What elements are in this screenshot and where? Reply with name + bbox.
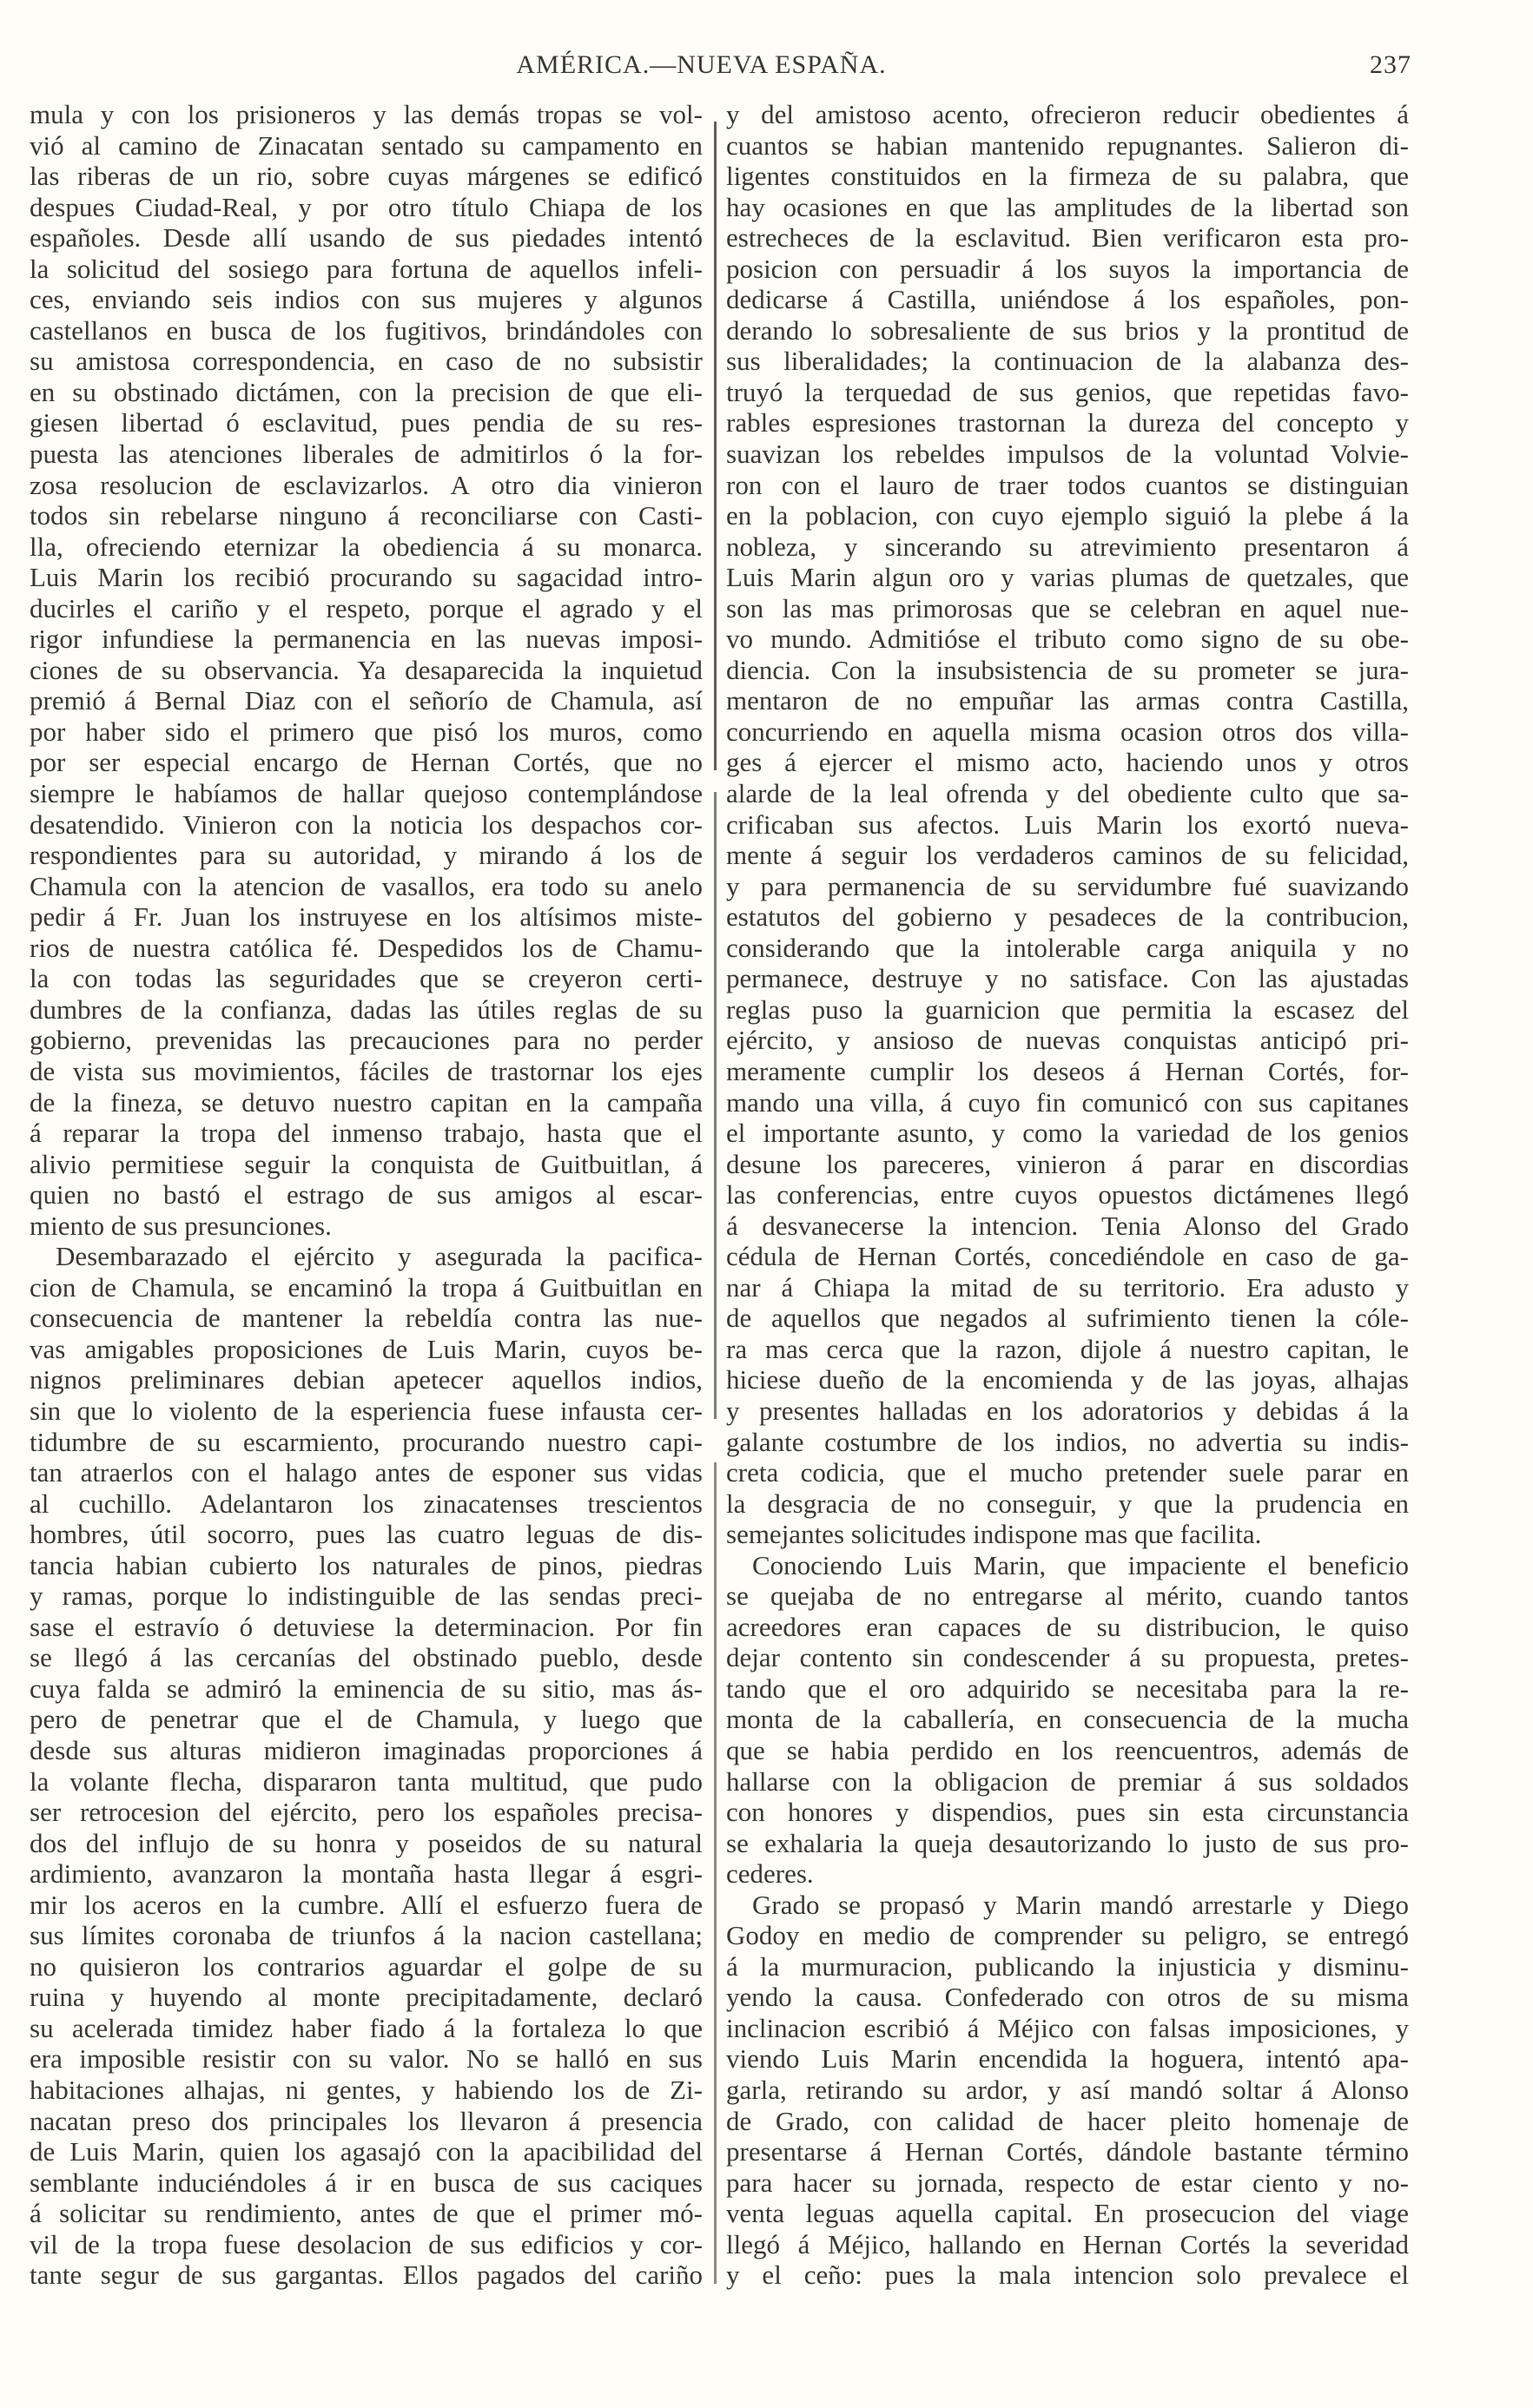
text-line: cederes.: [726, 1858, 814, 1890]
text-line: de aquellos que negados al sufrimiento tienen la cóle-: [726, 1303, 1409, 1334]
text-line: á solicitar su rendimiento, antes de que el primer mó-: [30, 2198, 703, 2229]
text-line: venta leguas aquella capital. En prosecucion del viage: [726, 2198, 1409, 2229]
text-line: ciones de su observancia. Ya desaparecida la inquietud: [30, 654, 703, 685]
text-line: nignos preliminares debian apetecer aquellos indios,: [30, 1364, 703, 1395]
text-line: en su obstinado dictámen, con la precision de que eli-: [30, 376, 703, 407]
text-line: alarde de la leal ofrenda y del obediente culto que sa-: [726, 778, 1409, 809]
text-line: son las mas primorosas que se celebran en aquel nue-: [726, 592, 1409, 623]
text-line: dedicarse á Castilla, uniéndose á los españoles, pon-: [726, 284, 1409, 315]
text-line: tando que el oro adquirido se necesitaba para la re-: [726, 1672, 1409, 1704]
text-line: por ser especial encargo de Hernan Cortés, que no: [30, 747, 703, 778]
text-line: la con todas las seguridades que se creyeron certi-: [30, 963, 703, 994]
text-line: vas amigables proposiciones de Luis Marin, cuyos be-: [30, 1333, 703, 1364]
text-line: sus límites coronaba de triunfos á la nacion castellana;: [30, 1920, 703, 1951]
text-line: premió á Bernal Diaz con el señorío de Chamula, así: [30, 685, 703, 716]
text-line: semejantes solicitudes indispone mas que facilita.: [726, 1519, 1262, 1550]
text-line: cion de Chamula, se encaminó la tropa á Guitbuitlan en: [30, 1271, 703, 1303]
text-line: su acelerada timidez haber fiado á la fortaleza lo que: [30, 2012, 703, 2043]
text-line: de la fineza, se detuvo nuestro capitan en la campaña: [30, 1086, 703, 1118]
text-line: zosa resolucion de esclavizarlos. A otro dia vinieron: [30, 469, 703, 500]
running-title: AMÉRICA.—NUEVA ESPAÑA.: [516, 50, 887, 79]
right-column: [726, 99, 1409, 2291]
text-line: la desgracia de no conseguir, y que la prudencia en: [726, 1488, 1409, 1519]
text-line: tancia habian cubierto los naturales de pinos, piedras: [30, 1549, 703, 1580]
text-line: concurriendo en aquella misma ocasion otros dos villa-: [726, 716, 1409, 747]
text-line: de Grado, con calidad de hacer pleito homenaje de: [726, 2105, 1409, 2136]
text-line: mentaron de no empuñar las armas contra Castilla,: [726, 685, 1409, 716]
text-line: sus liberalidades; la continuacion de la alabanza des-: [726, 346, 1409, 377]
text-line: semblante induciéndoles á ir en busca de sus caciques: [30, 2167, 703, 2198]
text-line: rables espresiones trastornan la dureza del concepto y: [726, 407, 1409, 439]
text-line: á desvanecerse la intencion. Tenia Alonso del Grado: [726, 1210, 1409, 1241]
text-line: vo mundo. Admitióse el tributo como signo de su obe-: [726, 623, 1409, 655]
text-line: hay ocasiones en que las amplitudes de la libertad son: [726, 191, 1409, 222]
text-line: estatutos del gobierno y pesadeces de la contribucion,: [726, 901, 1409, 933]
left-column: [30, 99, 703, 2291]
text-line: era imposible resistir con su valor. No se halló en sus: [30, 2043, 703, 2075]
text-line: pedir á Fr. Juan los instruyese en los altísimos miste-: [30, 901, 703, 933]
text-line: creta codicia, que el mucho pretender suele parar en: [726, 1457, 1409, 1488]
text-line: crificaban sus afectos. Luis Marin los exortó nueva-: [726, 808, 1409, 840]
text-line: pero de penetrar que el de Chamula, y luego que: [30, 1704, 703, 1735]
text-line: respondientes para su autoridad, y mirando á los de: [30, 840, 703, 871]
text-line: miento de sus presunciones.: [30, 1210, 332, 1241]
text-line: mir los aceros en la cumbre. Allí el esfuerzo fuera de: [30, 1889, 703, 1920]
text-line: se quejaba de no entregarse al mérito, cuando tantos: [726, 1580, 1409, 1612]
text-line: al cuchillo. Adelantaron los zinacatenses trescientos: [30, 1488, 703, 1519]
text-line: y presentes halladas en los adoratorios y debidas á la: [726, 1395, 1409, 1426]
text-line: hallarse con la obligacion de premiar á sus soldados: [726, 1765, 1409, 1797]
text-line: en la poblacion, con cuyo ejemplo siguió la plebe á la: [726, 500, 1409, 531]
text-line: mula y con los prisioneros y las demás tropas se vol-: [30, 99, 703, 129]
text-line: presentarse á Hernan Cortés, dándole bastante término: [726, 2136, 1409, 2167]
text-line: viendo Luis Marin encendida la hoguera, intentó apa-: [726, 2043, 1409, 2075]
text-line: ra mas cerca que la razon, dijole á nuestro capitan, le: [726, 1333, 1409, 1364]
text-line: y para permanencia de su servidumbre fué suavizando: [726, 870, 1409, 901]
text-line: Luis Marin algun oro y varias plumas de quetzales, que: [726, 562, 1409, 593]
text-line: consecuencia de mantener la rebeldía contra las nue-: [30, 1303, 703, 1334]
text-line: llegó á Méjico, hallando en Hernan Cortés la severidad: [726, 2228, 1409, 2260]
text-line: tidumbre de su escarmiento, procurando nuestro capi-: [30, 1426, 703, 1457]
text-line: todos sin rebelarse ninguno á reconciliarse con Casti-: [30, 500, 703, 531]
text-line: Grado se propasó y Marin mandó arrestarle y Diego: [752, 1889, 1409, 1920]
text-line: cédula de Hernan Cortés, concediéndole en caso de ga-: [726, 1241, 1409, 1272]
text-line: y el ceño: pues la mala intencion solo prevalece el: [726, 2260, 1409, 2291]
text-line: mando una villa, á cuyo fin comunicó con sus capitanes: [726, 1086, 1409, 1118]
text-line: se llegó á las cercanías del obstinado pueblo, desde: [30, 1642, 703, 1673]
text-line: dos del influjo de su honra y poseidos de su natural: [30, 1827, 703, 1858]
text-line: que se habia perdido en los reencuentros, además de: [726, 1734, 1409, 1765]
text-line: considerando que la intolerable carga aniquila y no: [726, 932, 1409, 963]
text-line: siempre le habíamos de hallar quejoso contemplándose: [30, 778, 703, 809]
text-line: ligentes constituidos en la firmeza de su palabra, que: [726, 161, 1409, 192]
text-line: alivio permitiese seguir la conquista de Guitbuitlan, á: [30, 1148, 703, 1179]
text-line: las conferencias, entre cuyos opuestos dictámenes llegó: [726, 1179, 1409, 1211]
text-line: las riberas de un rio, sobre cuyas márgenes se edificó: [30, 161, 703, 192]
text-line: ser retrocesion del ejército, pero los españoles precisa-: [30, 1797, 703, 1828]
text-line: para hacer su jornada, respecto de estar ciento y no-: [726, 2167, 1409, 2198]
text-line: hombres, útil socorro, pues las cuatro leguas de dis-: [30, 1519, 703, 1550]
text-line: cuya falda se admiró la eminencia de su sitio, mas ás-: [30, 1672, 703, 1704]
text-line: galante costumbre de los indios, no advertia su indis-: [726, 1426, 1409, 1457]
text-line: Chamula con la atencion de vasallos, era todo su anelo: [30, 870, 703, 901]
text-line: yendo la causa. Confederado con otros de su misma: [726, 1982, 1409, 2013]
text-line: tante segur de sus gargantas. Ellos pagados del cariño: [30, 2260, 703, 2291]
text-line: rigor infundiese la permanencia en las nuevas imposi-: [30, 623, 703, 655]
text-line: lla, ofreciendo eternizar la obediencia á su monarca.: [30, 531, 703, 562]
text-line: á reparar la tropa del inmenso trabajo, hasta que el: [30, 1118, 703, 1149]
text-line: y ramas, porque lo indistinguible de las sendas preci-: [30, 1580, 703, 1612]
text-line: sin que lo violento de la esperiencia fuese infausta cer-: [30, 1395, 703, 1426]
text-line: Desembarazado el ejército y asegurada la pacifica-: [56, 1241, 703, 1272]
text-line: rios de nuestra católica fé. Despedidos los de Chamu-: [30, 932, 703, 963]
text-line: despues Ciudad-Real, y por otro título Chiapa de los: [30, 191, 703, 222]
page-number: 237: [1370, 50, 1411, 79]
text-line: diencia. Con la insubsistencia de su prometer se jura-: [726, 654, 1409, 685]
text-line: la volante flecha, dispararon tanta multitud, que pudo: [30, 1765, 703, 1797]
text-line: Luis Marin los recibió procurando su sagacidad intro-: [30, 562, 703, 593]
text-line: suavizan los rebeldes impulsos de la voluntad Volvie-: [726, 439, 1409, 470]
text-line: nacatan preso dos principales los llevaron á presencia: [30, 2105, 703, 2136]
text-line: por haber sido el primero que pisó los muros, como: [30, 716, 703, 747]
text-line: ardimiento, avanzaron la montaña hasta llegar á esgri-: [30, 1858, 703, 1890]
text-line: garla, retirando su ardor, y así mandó soltar á Alonso: [726, 2075, 1409, 2105]
column-divider: [714, 122, 717, 2284]
text-line: ruina y huyendo al monte precipitadamente, declaró: [30, 1982, 703, 2013]
text-line: de vista sus movimientos, fáciles de trastornar los ejes: [30, 1055, 703, 1086]
text-line: la solicitud del sosiego para fortuna de aquellos infeli-: [30, 253, 703, 284]
text-line: truyó la terquedad de sus genios, que repetidas favo-: [726, 376, 1409, 407]
text-line: Conociendo Luis Marin, que impaciente el beneficio: [752, 1549, 1409, 1580]
text-line: ducirles el cariño y el respeto, porque el agrado y el: [30, 592, 703, 623]
text-line: Godoy en medio de comprender su peligro, se entregó: [726, 1920, 1409, 1951]
text-line: ges á ejercer el mismo acto, haciendo unos y otros: [726, 747, 1409, 778]
text-line: con honores y dispendios, pues sin esta circunstancia: [726, 1797, 1409, 1828]
text-line: permanece, destruye y no satisface. Con las ajustadas: [726, 963, 1409, 994]
text-line: nobleza, y sincerando su atrevimiento presentaron á: [726, 531, 1409, 562]
text-line: castellanos en busca de los fugitivos, brindándoles con: [30, 314, 703, 346]
text-line: ces, enviando seis indios con sus mujeres y algunos: [30, 284, 703, 315]
text-line: desune los pareceres, vinieron á parar en discordias: [726, 1148, 1409, 1179]
text-line: hiciese dueño de la encomienda y de las joyas, alhajas: [726, 1364, 1409, 1395]
text-line: gobierno, prevenidas las precauciones para no perder: [30, 1025, 703, 1056]
text-line: de Luis Marin, quien los agasajó con la apacibilidad del: [30, 2136, 703, 2167]
text-line: acreedores eran capaces de su distribucion, le quiso: [726, 1611, 1409, 1642]
text-line: desatendido. Vinieron con la noticia los despachos cor-: [30, 808, 703, 840]
text-line: reglas puso la guarnicion que permitia la escasez del: [726, 993, 1409, 1025]
text-line: españoles. Desde allí usando de sus piedades intentó: [30, 222, 703, 254]
text-line: se exhalaria la queja desautorizando lo justo de sus pro-: [726, 1827, 1409, 1858]
text-line: monta de la caballería, en consecuencia de la mucha: [726, 1704, 1409, 1735]
text-line: inclinacion escribió á Méjico con falsas imposiciones, y: [726, 2012, 1409, 2043]
text-line: su amistosa correspondencia, en caso de no subsistir: [30, 346, 703, 377]
text-line: nar á Chiapa la mitad de su territorio. Era adusto y: [726, 1271, 1409, 1303]
text-line: y del amistoso acento, ofrecieron reducir obedientes á: [726, 99, 1409, 129]
text-line: sase el estravío ó detuviese la determinacion. Por fin: [30, 1611, 703, 1642]
text-line: habitaciones alhajas, ni gentes, y habiendo los de Zi-: [30, 2075, 703, 2105]
text-line: vió al camino de Zinacatan sentado su campamento en: [30, 129, 703, 161]
text-line: dumbres de la confianza, dadas las útiles reglas de su: [30, 993, 703, 1025]
text-line: derando lo sobresaliente de sus brios y la prontitud de: [726, 314, 1409, 346]
text-line: puesta las atenciones liberales de admitirlos ó la for-: [30, 439, 703, 470]
text-line: cuantos se habian mantenido repugnantes. Salieron di-: [726, 129, 1409, 161]
text-line: quien no bastó el estrago de sus amigos al escar-: [30, 1179, 703, 1211]
text-line: giesen libertad ó esclavitud, pues pendia de su res-: [30, 407, 703, 439]
text-line: no quisieron los contrarios aguardar el golpe de su: [30, 1950, 703, 1982]
text-line: posicion con persuadir á los suyos la importancia de: [726, 253, 1409, 284]
text-line: dejar contento sin condescender á su propuesta, pretes-: [726, 1642, 1409, 1673]
text-line: ejército, y ansioso de nuevas conquistas anticipó pri-: [726, 1025, 1409, 1056]
text-line: el importante asunto, y como la variedad de los genios: [726, 1118, 1409, 1149]
text-line: mente á seguir los verdaderos caminos de su felicidad,: [726, 840, 1409, 871]
text-line: meramente cumplir los deseos á Hernan Cortés, for-: [726, 1055, 1409, 1086]
text-line: vil de la tropa fuese desolacion de sus edificios y cor-: [30, 2228, 703, 2260]
text-line: ron con el lauro de traer todos cuantos se distinguian: [726, 469, 1409, 500]
text-line: desde sus alturas midieron imaginadas proporciones á: [30, 1734, 703, 1765]
text-line: tan atraerlos con el halago antes de esponer sus vidas: [30, 1457, 703, 1488]
text-line: estrecheces de la esclavitud. Bien verificaron esta pro-: [726, 222, 1409, 254]
text-line: á la murmuracion, publicando la injusticia y disminu-: [726, 1950, 1409, 1982]
